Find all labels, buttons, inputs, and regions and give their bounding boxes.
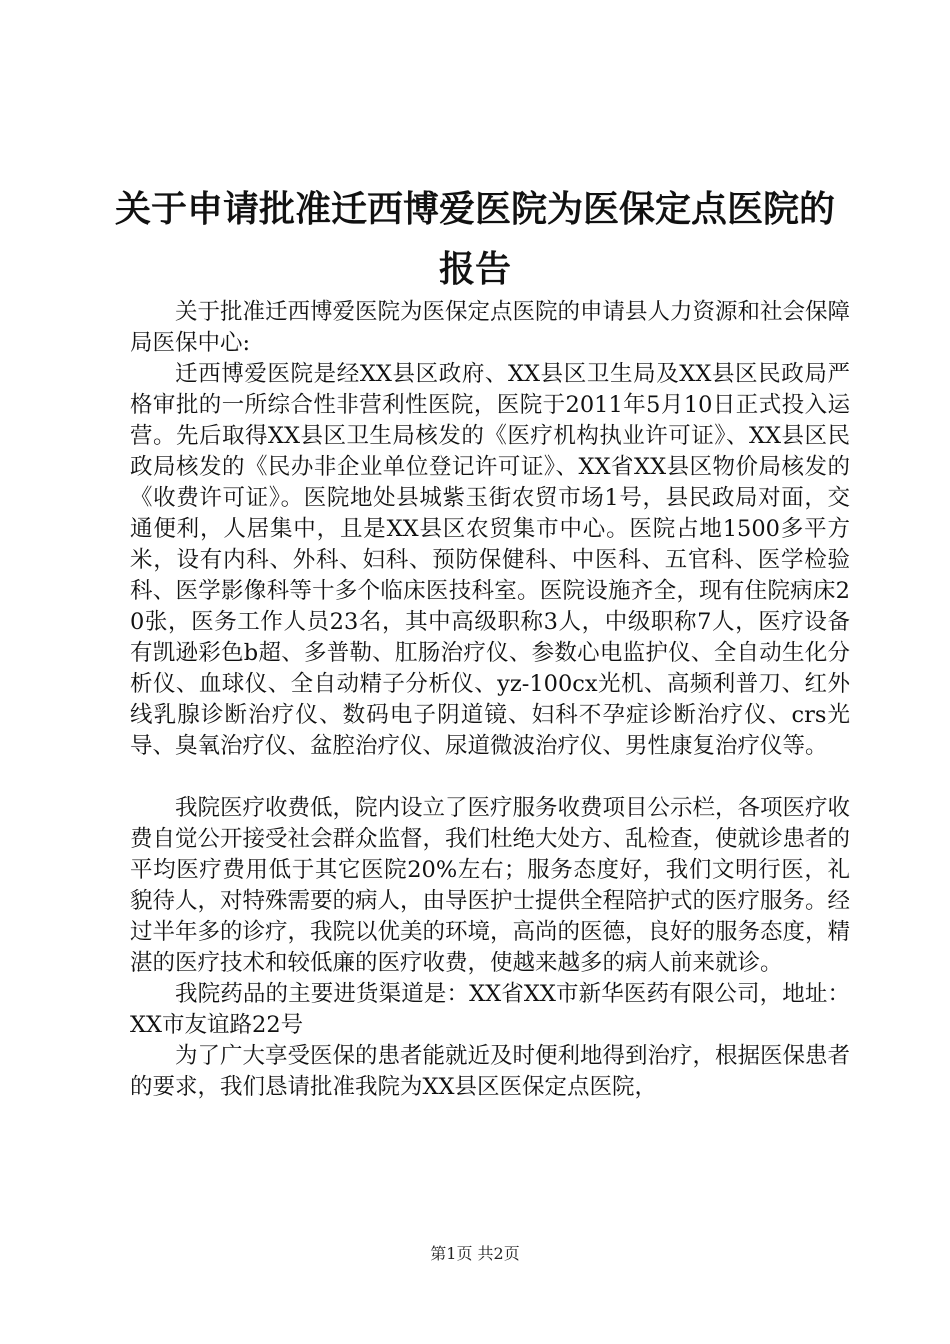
paragraph-drug-supply: 我院药品的主要进货渠道是：XX省XX市新华医药有限公司，地址：XX市友谊路22号 <box>130 981 850 1038</box>
paragraph-hospital-overview: 迁西博爱医院是经XX县区政府、XX县区卫生局及XX县区民政局严格审批的一所综合性非营利性医院，医院于2011年5月10日正式投入运营。先后取得XX县区卫生局核发的《医疗机构执业许可证》、XX县区民政局核发的《民办非企业单位登记许可证》、XX省XX县区物价局核发的《收费许可证》。医院地处县城紫玉街农贸市场1号，县民政局对面，交通便利，人居集中，且是XX县区农贸集市中心。医院占地1500多平方米，设有内科、外科、妇科、预防保健科、中医科、五官科、医学检验科、医学影像科等十多个临床医技科室。医院设施齐全，现有住院病床20张，医务工作人员23名，其中高级职称3人，中级职称7人，医疗设备有凯逊彩色b超、多普勒、肛肠治疗仪、参数心电监护仪、全自动生化分析仪、血球仪、全自动精子分析仪、yz-100cx光机、高频利普刀、红外线乳腺诊断治疗仪、数码电子阴道镜、妇科不孕症诊断治疗仪、crs光导、臭氧治疗仪、盆腔治疗仪、尿道微波治疗仪、男性康复治疗仪等。 <box>130 361 850 759</box>
document-title-line-1: 关于申请批准迁西博爱医院为医保定点医院的 <box>114 189 835 230</box>
paragraph-salutation: 关于批准迁西博爱医院为医保定点医院的申请县人力资源和社会保障局医保中心: <box>130 299 851 356</box>
page-footer: 第1页 共2页 <box>430 1244 520 1263</box>
document-body <box>130 297 850 1103</box>
paragraph-fees-service: 我院医疗收费低，院内设立了医疗服务收费项目公示栏，各项医疗收费自觉公开接受社会群众监督，我们杜绝大处方、乱检查，使就诊患者的平均医疗费用低于其它医院20%左右；服务态度好，我们文明行医，礼貌待人，对特殊需要的病人，由导医护士提供全程陪护式的医疗服务。经过半年多的诊疗，我院以优美的环境，高尚的医德，良好的服务态度，精湛的医疗技术和较低廉的医疗收费，使越来越多的病人前来就诊。 <box>130 795 851 976</box>
document-title-line-2: 报告 <box>438 249 511 290</box>
paragraph-request: 为了广大享受医保的患者能就近及时便利地得到治疗，根据医保患者的要求，我们恳请批准我院为XX县区医保定点医院， <box>130 1043 851 1100</box>
